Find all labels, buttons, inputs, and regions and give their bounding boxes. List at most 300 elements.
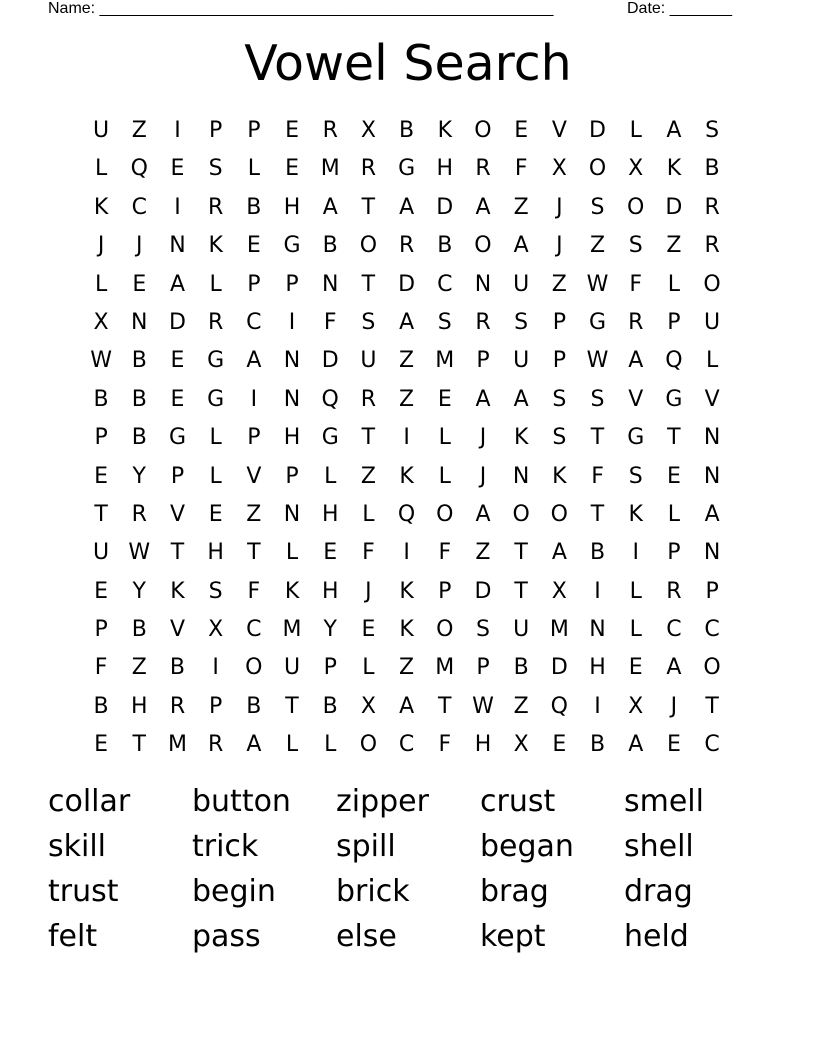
grid-letter: K <box>399 463 414 489</box>
grid-letter: M <box>167 732 187 758</box>
grid-letter: T <box>514 578 528 604</box>
grid-letter: B <box>93 386 109 412</box>
word-list-item: felt <box>48 919 98 954</box>
grid-letter: R <box>360 386 377 412</box>
grid-letter: N <box>321 271 339 297</box>
grid-letter: L <box>285 540 299 566</box>
grid-letter: L <box>94 271 108 297</box>
grid-letter: F <box>323 309 337 335</box>
letter-grid <box>82 112 732 765</box>
grid-letter: P <box>476 348 490 374</box>
grid-letter: A <box>513 386 529 412</box>
grid-letter: E <box>628 655 643 681</box>
grid-letter: I <box>594 693 601 719</box>
grid-letter: M <box>435 655 455 681</box>
grid-letter: O <box>436 501 454 527</box>
grid-letter: J <box>97 233 105 259</box>
grid-letter: H <box>589 655 606 681</box>
grid-letter: L <box>667 501 681 527</box>
grid-letter: O <box>359 732 378 758</box>
grid-letter: A <box>322 194 338 220</box>
word-list-item: held <box>624 919 689 954</box>
grid-row <box>82 573 732 611</box>
grid-letter: P <box>667 540 681 566</box>
grid-letter: T <box>590 425 605 451</box>
grid-letter: M <box>435 348 455 374</box>
word-list-item: brick <box>336 874 410 909</box>
grid-letter: K <box>666 156 682 182</box>
grid-letter: Y <box>323 617 337 643</box>
grid-letter: B <box>437 233 453 259</box>
grid-letter: P <box>94 425 108 451</box>
grid-letter: U <box>513 617 530 643</box>
grid-letter: I <box>250 386 258 412</box>
grid-row <box>82 534 732 572</box>
grid-letter: O <box>474 233 492 259</box>
grid-letter: B <box>131 386 147 412</box>
grid-letter: S <box>208 156 223 182</box>
grid-letter: R <box>628 309 644 335</box>
grid-letter: O <box>474 118 492 143</box>
word-list-item: kept <box>480 919 546 954</box>
grid-letter: X <box>360 693 376 719</box>
grid-letter: O <box>359 233 378 259</box>
grid-letter: Z <box>666 233 682 259</box>
grid-letter: E <box>94 463 109 489</box>
grid-letter: V <box>246 463 262 489</box>
grid-letter: X <box>93 309 109 335</box>
word-list-item: spill <box>336 829 396 864</box>
grid-letter: R <box>475 156 491 182</box>
grid-letter: U <box>704 309 721 335</box>
word-list-item: trick <box>192 829 259 864</box>
grid-letter: S <box>208 578 223 604</box>
grid-letter: U <box>513 348 530 374</box>
grid-letter: A <box>551 540 567 566</box>
grid-letter: D <box>589 118 606 143</box>
grid-letter: V <box>169 501 185 527</box>
grid-letter: R <box>666 578 682 604</box>
grid-letter: J <box>670 693 678 719</box>
grid-letter: F <box>362 540 375 566</box>
grid-letter: N <box>283 386 301 412</box>
grid-letter: N <box>169 233 186 259</box>
grid-letter: Y <box>132 578 146 604</box>
grid-letter: T <box>361 425 376 451</box>
grid-letter: K <box>170 578 185 604</box>
grid-letter: L <box>209 425 222 451</box>
grid-letter: L <box>629 617 642 643</box>
grid-letter: H <box>283 425 301 451</box>
grid-letter: R <box>322 118 338 143</box>
grid-letter: Z <box>399 348 415 374</box>
grid-letter: R <box>475 309 491 335</box>
grid-letter: P <box>285 271 299 297</box>
grid-letter: Z <box>513 194 529 220</box>
grid-letter: L <box>667 271 681 297</box>
grid-letter: P <box>247 118 261 143</box>
grid-letter: C <box>131 194 147 220</box>
grid-letter: P <box>94 617 108 643</box>
grid-letter: L <box>209 271 222 297</box>
grid-letter: H <box>283 194 301 220</box>
grid-letter: M <box>549 617 569 643</box>
grid-letter: S <box>437 309 452 335</box>
grid-letter: R <box>208 309 224 335</box>
grid-letter: E <box>514 118 529 143</box>
grid-letter: G <box>321 425 339 451</box>
grid-letter: A <box>169 271 185 297</box>
grid-letter: Z <box>589 233 606 259</box>
grid-letter: E <box>132 271 147 297</box>
grid-letter: C <box>246 617 262 643</box>
grid-letter: D <box>665 194 683 220</box>
grid-letter: C <box>704 617 720 643</box>
grid-letter: E <box>361 617 376 643</box>
grid-letter: S <box>552 386 567 412</box>
grid-row <box>82 688 732 726</box>
grid-letter: H <box>321 501 339 527</box>
grid-letter: T <box>132 732 146 758</box>
grid-letter: N <box>131 309 148 335</box>
grid-letter: H <box>131 693 148 719</box>
grid-letter: A <box>475 194 491 220</box>
grid-letter: E <box>170 156 185 182</box>
grid-letter: Q <box>550 693 568 719</box>
grid-letter: N <box>703 425 721 451</box>
grid-letter: R <box>208 732 224 758</box>
word-list-item: brag <box>480 874 549 909</box>
grid-letter: T <box>94 501 108 527</box>
grid-letter: L <box>438 463 451 489</box>
grid-letter: A <box>704 501 720 527</box>
grid-letter: E <box>94 578 109 604</box>
grid-letter: L <box>324 463 337 489</box>
grid-letter: E <box>323 540 338 566</box>
word-list-item: collar <box>48 784 131 819</box>
grid-letter: Z <box>513 693 529 719</box>
grid-letter: C <box>437 271 453 297</box>
name-field-label: Name: ___________________________________________________ <box>48 0 554 17</box>
grid-letter: F <box>591 463 604 489</box>
grid-letter: P <box>552 309 566 335</box>
grid-letter: B <box>131 617 147 643</box>
grid-letter: R <box>131 501 147 527</box>
grid-letter: U <box>513 271 530 297</box>
grid-row <box>82 458 732 496</box>
grid-letter: X <box>208 617 224 643</box>
date-field-label: Date: _______ <box>627 0 732 17</box>
grid-letter: F <box>514 156 528 182</box>
grid-letter: A <box>399 693 415 719</box>
grid-letter: Z <box>399 386 415 412</box>
grid-letter: G <box>207 386 225 412</box>
grid-letter: N <box>589 617 606 643</box>
grid-letter: T <box>361 194 376 220</box>
grid-letter: I <box>403 540 410 566</box>
grid-letter: E <box>666 463 681 489</box>
grid-letter: N <box>283 501 301 527</box>
worksheet-header <box>48 0 740 20</box>
grid-letter: Z <box>475 540 491 566</box>
grid-letter: T <box>247 540 261 566</box>
grid-letter: B <box>131 348 147 374</box>
grid-letter: R <box>169 693 186 719</box>
grid-letter: D <box>168 309 186 335</box>
word-list-item: began <box>480 829 574 864</box>
grid-letter: E <box>666 732 681 758</box>
grid-letter: M <box>282 617 302 643</box>
grid-letter: D <box>474 578 492 604</box>
grid-letter: P <box>247 271 261 297</box>
grid-letter: R <box>360 156 377 182</box>
grid-letter: L <box>705 348 719 374</box>
grid-letter: R <box>704 233 720 259</box>
grid-letter: D <box>550 655 568 681</box>
grid-letter: X <box>628 156 644 182</box>
grid-letter: K <box>513 425 529 451</box>
grid-letter: L <box>629 118 642 143</box>
grid-letter: X <box>513 732 529 758</box>
grid-row <box>82 227 732 265</box>
grid-letter: I <box>174 118 181 143</box>
grid-letter: X <box>551 578 567 604</box>
grid-letter: L <box>438 425 451 451</box>
grid-row <box>82 189 732 227</box>
grid-letter: C <box>704 732 720 758</box>
grid-letter: F <box>438 540 452 566</box>
grid-letter: X <box>551 156 567 182</box>
grid-letter: S <box>361 309 376 335</box>
grid-letter: I <box>288 309 296 335</box>
grid-letter: C <box>666 617 682 643</box>
grid-letter: U <box>360 348 377 374</box>
grid-letter: E <box>94 732 109 758</box>
grid-letter: T <box>590 501 605 527</box>
grid-letter: P <box>552 348 566 374</box>
word-list-item: button <box>192 784 291 819</box>
grid-letter: E <box>208 501 223 527</box>
grid-row <box>82 150 732 188</box>
grid-letter: I <box>212 655 219 681</box>
grid-letter: T <box>361 271 376 297</box>
grid-letter: V <box>551 118 567 143</box>
grid-letter: S <box>552 425 567 451</box>
grid-letter: O <box>703 271 721 297</box>
grid-row <box>82 726 732 764</box>
grid-letter: A <box>475 501 491 527</box>
grid-letter: O <box>550 501 568 527</box>
grid-letter: F <box>94 655 108 681</box>
grid-letter: K <box>284 578 300 604</box>
grid-letter: Q <box>321 386 339 412</box>
grid-letter: T <box>514 540 528 566</box>
grid-letter: T <box>705 693 719 719</box>
grid-letter: G <box>398 156 416 182</box>
grid-letter: E <box>170 348 185 374</box>
grid-letter: P <box>247 425 261 451</box>
word-list-item: zipper <box>336 784 429 819</box>
grid-letter: Z <box>131 655 147 681</box>
grid-letter: Z <box>131 118 147 143</box>
grid-letter: B <box>93 693 109 719</box>
grid-letter: N <box>703 463 721 489</box>
grid-letter: D <box>436 194 454 220</box>
grid-letter: I <box>174 194 181 220</box>
grid-letter: S <box>475 617 490 643</box>
word-list-item: skill <box>48 829 107 864</box>
grid-letter: B <box>322 233 338 259</box>
page-title: Vowel Search <box>244 35 572 92</box>
grid-letter: G <box>283 233 301 259</box>
grid-letter: R <box>208 194 224 220</box>
grid-letter: U <box>93 118 110 143</box>
grid-letter: I <box>403 425 410 451</box>
grid-letter: W <box>128 540 151 566</box>
grid-letter: P <box>209 693 223 719</box>
grid-letter: B <box>169 655 186 681</box>
grid-letter: T <box>285 693 299 719</box>
grid-letter: O <box>703 655 721 681</box>
grid-letter: A <box>246 732 262 758</box>
grid-letter: Z <box>360 463 376 489</box>
grid-letter: J <box>365 578 372 604</box>
grid-row <box>82 266 732 304</box>
word-list-item: smell <box>624 784 704 819</box>
grid-letter: G <box>207 348 225 374</box>
grid-letter: L <box>247 156 260 182</box>
grid-letter: L <box>362 501 375 527</box>
grid-letter: H <box>436 156 454 182</box>
grid-letter: V <box>628 386 644 412</box>
word-list-item: trust <box>48 874 119 909</box>
grid-row <box>82 342 732 380</box>
grid-letter: H <box>321 578 339 604</box>
grid-letter: A <box>628 732 644 758</box>
grid-letter: W <box>90 348 112 374</box>
grid-letter: B <box>322 693 338 719</box>
grid-letter: N <box>283 348 301 374</box>
grid-letter: T <box>170 540 185 566</box>
grid-letter: E <box>285 118 299 143</box>
grid-letter: W <box>586 271 609 297</box>
grid-letter: N <box>512 463 530 489</box>
grid-letter: R <box>704 194 720 220</box>
grid-row <box>82 496 732 534</box>
grid-letter: R <box>398 233 415 259</box>
grid-letter: H <box>474 732 492 758</box>
grid-letter: E <box>552 732 567 758</box>
grid-letter: L <box>324 732 337 758</box>
grid-letter: K <box>93 194 109 220</box>
grid-letter: A <box>513 233 529 259</box>
grid-row <box>82 611 732 649</box>
grid-letter: J <box>136 233 143 259</box>
grid-letter: D <box>398 271 416 297</box>
grid-letter: O <box>245 655 263 681</box>
grid-letter: A <box>246 348 262 374</box>
word-list-item: pass <box>192 919 261 954</box>
grid-letter: P <box>667 309 681 335</box>
grid-letter: F <box>438 732 452 758</box>
grid-letter: V <box>704 386 720 412</box>
grid-letter: W <box>586 348 609 374</box>
grid-letter: J <box>556 194 563 220</box>
grid-letter: A <box>666 118 682 143</box>
word-list-item: crust <box>480 784 556 819</box>
grid-letter: A <box>399 309 415 335</box>
grid-letter: T <box>438 693 452 719</box>
grid-letter: K <box>628 501 643 527</box>
grid-letter: Y <box>132 463 146 489</box>
grid-row <box>82 381 732 419</box>
grid-letter: B <box>589 540 606 566</box>
word-list <box>48 780 768 960</box>
grid-letter: U <box>283 655 301 681</box>
grid-letter: Z <box>399 655 415 681</box>
grid-letter: L <box>94 156 108 182</box>
grid-letter: I <box>632 540 639 566</box>
grid-letter: T <box>667 425 681 451</box>
grid-letter: L <box>285 732 299 758</box>
grid-letter: Z <box>246 501 262 527</box>
grid-letter: S <box>514 309 529 335</box>
grid-letter: X <box>360 118 376 143</box>
grid-letter: S <box>628 233 643 259</box>
grid-letter: V <box>169 617 185 643</box>
grid-letter: P <box>209 118 223 143</box>
grid-letter: L <box>362 655 375 681</box>
word-list-item: begin <box>192 874 276 909</box>
grid-letter: K <box>437 118 452 143</box>
grid-letter: G <box>665 386 683 412</box>
grid-letter: B <box>399 118 415 143</box>
grid-letter: O <box>627 194 645 220</box>
grid-letter: A <box>399 194 415 220</box>
grid-row <box>82 419 732 457</box>
word-list-item: else <box>336 919 397 954</box>
grid-letter: U <box>93 540 110 566</box>
grid-letter: A <box>628 348 644 374</box>
grid-letter: D <box>321 348 339 374</box>
grid-letter: P <box>476 655 490 681</box>
grid-letter: F <box>247 578 261 604</box>
grid-letter: Q <box>665 348 683 374</box>
grid-letter: B <box>704 156 720 182</box>
grid-letter: S <box>705 118 720 143</box>
grid-row <box>82 304 732 342</box>
grid-letter: J <box>556 233 563 259</box>
grid-letter: P <box>438 578 452 604</box>
grid-letter: K <box>399 578 414 604</box>
grid-letter: G <box>168 425 186 451</box>
grid-letter: L <box>209 463 222 489</box>
grid-letter: O <box>512 501 530 527</box>
grid-letter: B <box>589 732 606 758</box>
grid-letter: J <box>479 463 487 489</box>
grid-letter: S <box>590 194 605 220</box>
grid-letter: P <box>323 655 337 681</box>
grid-letter: Q <box>130 156 148 182</box>
grid-letter: G <box>627 425 645 451</box>
grid-letter: E <box>170 386 185 412</box>
grid-letter: W <box>472 693 494 719</box>
grid-letter: B <box>246 693 262 719</box>
grid-letter: O <box>588 156 607 182</box>
grid-letter: A <box>475 386 491 412</box>
grid-letter: A <box>666 655 682 681</box>
grid-letter: L <box>629 578 642 604</box>
